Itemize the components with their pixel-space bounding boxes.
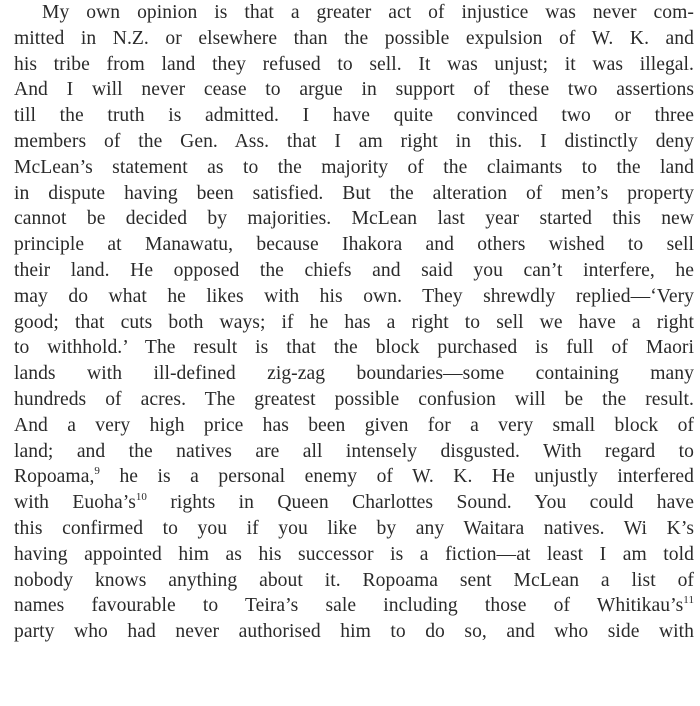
- text-line: mitted in N.Z. or elsewhere than the possible expulsion of W. K. and: [14, 27, 694, 49]
- text-line: party who had never authorised him to do so, and who side with: [14, 621, 694, 643]
- text-line: And a very high price has been given for a very small block of: [14, 414, 694, 436]
- text-line: good; that cuts both ways; if he has a right to sell we have a right: [14, 311, 694, 333]
- text-segment: rights in Queen Charlottes Sound. You could have: [146, 492, 694, 514]
- text-line: his tribe from land they refused to sell. It was unjust; it was illegal.: [14, 53, 694, 75]
- text-segment: names favourable to Teira’s sale including those of Whitikau’s: [14, 595, 684, 617]
- text-line: to withhold.’ The result is that the block purchased is full of Maori: [14, 337, 694, 359]
- text-line: principle at Manawatu, because Ihakora and others wished to sell: [14, 234, 694, 256]
- footnote-marker: 11: [683, 594, 694, 607]
- text-line: nobody knows anything about it. Ropoama sent McLean a list of: [14, 569, 694, 591]
- text-line: members of the Gen. Ass. that I am right in this. I distinctly deny: [14, 130, 694, 152]
- text-line: And I will never cease to argue in support of these two assertions: [14, 79, 694, 101]
- text-line: hundreds of acres. The greatest possible confusion will be the result.: [14, 388, 694, 410]
- text-line: this confirmed to you if you like by any Waitara natives. Wi K’s: [14, 517, 694, 539]
- footnote-marker: 10: [135, 491, 147, 504]
- text-line: [14, 490, 694, 516]
- text-line: their land. He opposed the chiefs and said you can’t interfere, he: [14, 259, 694, 281]
- footnote-marker: 9: [94, 465, 100, 478]
- text-line: in dispute having been satisfied. But the alteration of men’s property: [14, 182, 694, 204]
- text-line: till the truth is admitted. I have quite convinced two or three: [14, 105, 694, 127]
- text-line: [14, 593, 694, 619]
- text-line: lands with ill-defined zig-zag boundaries—some containing many: [14, 363, 694, 385]
- text-line: cannot be decided by majorities. McLean last year started this new: [14, 208, 694, 230]
- body-text: [14, 0, 694, 645]
- text-segment: Ropoama,: [14, 466, 95, 488]
- text-line: may do what he likes with his own. They shrewdly replied—‘Very: [14, 285, 694, 307]
- text-line: My own opinion is that a greater act of injustice was never com-: [42, 2, 694, 23]
- text-line: McLean’s statement as to the majority of the claimants to the land: [14, 156, 694, 178]
- text-segment: with Euoha’s: [14, 492, 136, 514]
- text-segment: he is a personal enemy of W. K. He unjustly interfered: [99, 466, 694, 488]
- text-line: land; and the natives are all intensely disgusted. With regard to: [14, 440, 694, 462]
- text-line: having appointed him as his successor is a fiction—at least I am told: [14, 543, 694, 565]
- text-line: [14, 464, 694, 490]
